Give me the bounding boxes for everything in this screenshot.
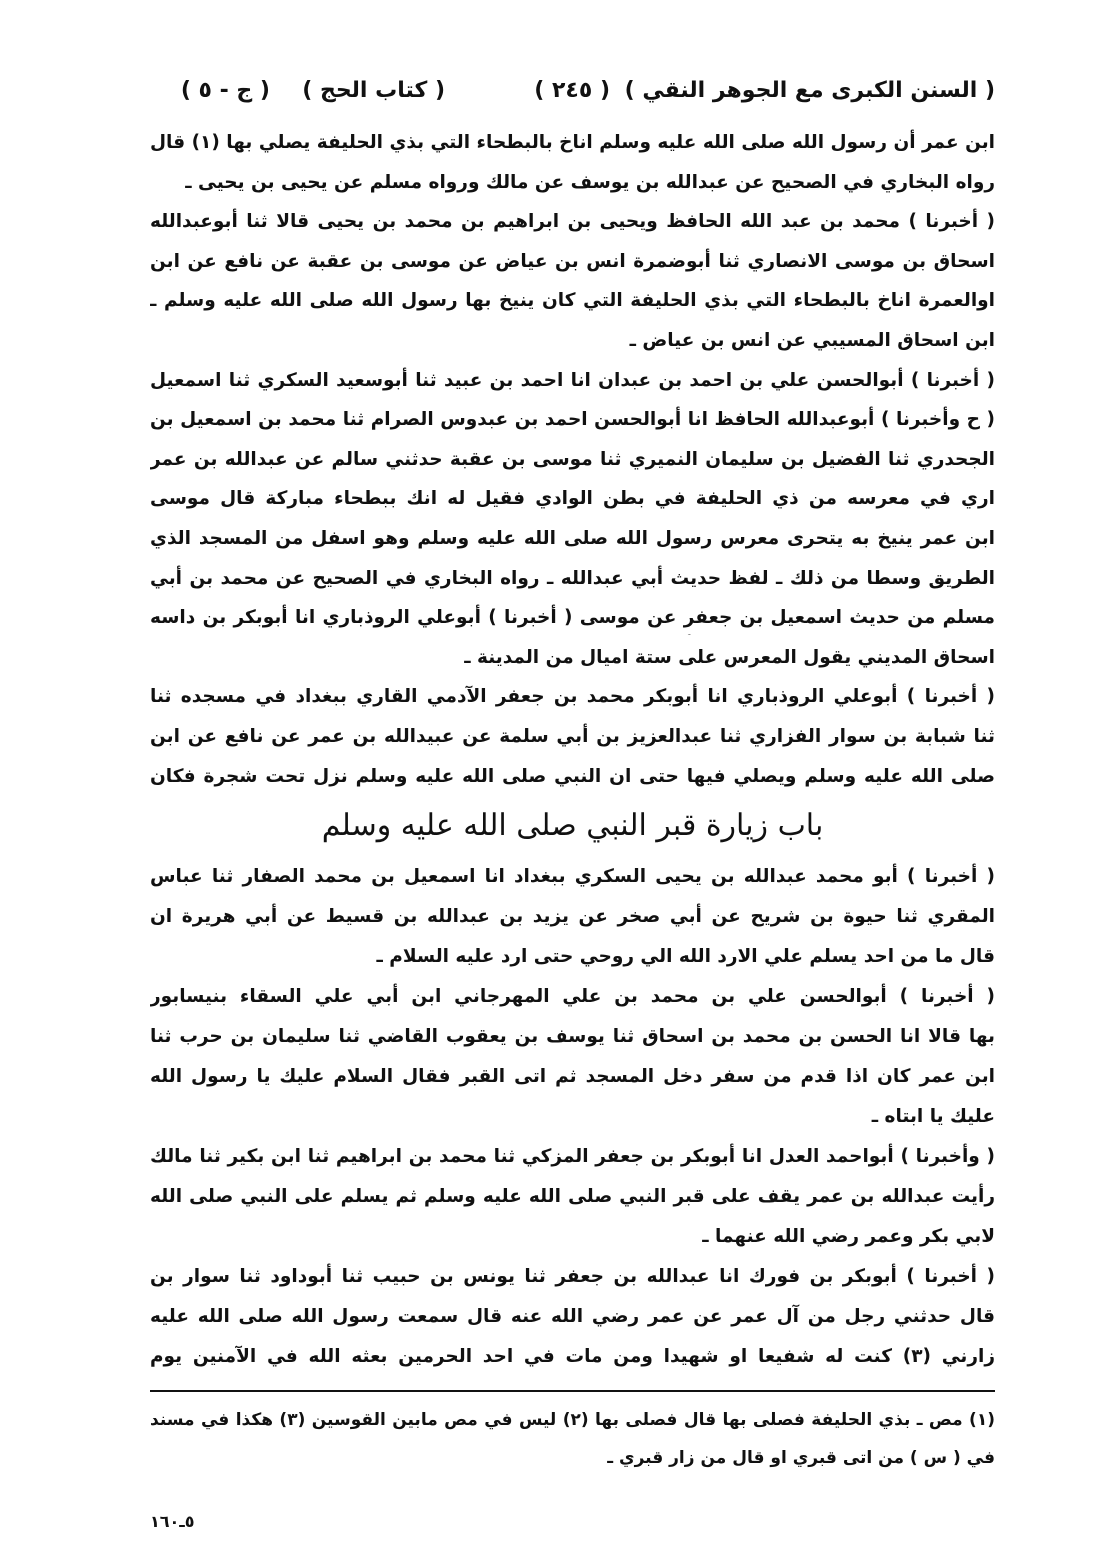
- volume-number: ( ج - ٥ ): [180, 78, 270, 103]
- text-line: ( أخبرنا ) أبوعلي الروذباري انا أبوبكر محمد بن جعفر الآدمي القاري ببغداد في مسجده ثنا: [150, 686, 995, 708]
- footnote-divider: [150, 1390, 995, 1392]
- book-title: ( السنن الكبرى مع الجوهر النقي ): [624, 78, 995, 103]
- text-line: ابن اسحاق المسيبي عن انس بن عياض ـ: [629, 330, 995, 351]
- text-line: ابن عمر ينيخ به يتحرى معرس رسول الله صلى الله عليه وسلم وهو اسفل من المسجد الذي: [150, 528, 995, 549]
- text-line: الجحدري ثنا الفضيل بن سليمان النميري ثنا موسى بن عقبة حدثني سالم عن عبدالله بن عمر: [150, 448, 995, 470]
- text-line: ثنا شبابة بن سوار الفزاري ثنا عبدالعزيز بن أبي سلمة عن عبيدالله بن عمر عن نافع عن ابن: [150, 726, 995, 747]
- text-line: بها قالا انا الحسن بن محمد بن اسحاق ثنا يوسف بن يعقوب القاضي ثنا سليمان بن حرب ثنا: [150, 1026, 995, 1047]
- text-line: ( أخبرنا ) أبو محمد عبدالله بن يحيى السكري ببغداد انا اسمعيل بن محمد الصفار ثنا عباس: [150, 866, 995, 887]
- chapter-title: ( كتاب الحج ): [302, 78, 445, 103]
- text-line: ( أخبرنا ) أبوالحسن علي بن احمد بن عبدان انا احمد بن عبيد ثنا أبوسعيد السكري ثنا اسمعيل: [150, 369, 995, 391]
- text-line: قال ما من احد يسلم علي الارد الله الي روحي حتى ارد عليه السلام ـ: [376, 946, 995, 967]
- footnote-line: في ( س ) من اتى قبري او قال من زار قبري ـ: [607, 1448, 995, 1468]
- text-line: اوالعمرة اناخ بالبطحاء التي بذي الحليفة التي كان ينيخ بها رسول الله صلى الله عليه وسلم ـ: [150, 290, 995, 312]
- text-line: المقري ثنا حيوة بن شريح عن أبي صخر عن يزيد بن عبدالله بن قسيط عن أبي هريرة ان: [150, 906, 995, 927]
- text-line: رأيت عبدالله بن عمر يقف على قبر النبي صلى الله عليه وسلم ثم يسلم على النبي صلى الله: [150, 1186, 995, 1207]
- text-line: مسلم من حديث اسمعيل بن جعفر عن موسى ( أخبرنا ) أبوعلي الروذباري انا أبوبكر بن داسه: [150, 607, 995, 629]
- text-line: اسحاق بن موسى الانصاري ثنا أبوضمرة انس بن عياض عن موسى بن عقبة عن نافع عن ابن: [150, 250, 995, 272]
- text-line: ابن عمر كان اذا قدم من سفر دخل المسجد ثم اتى القبر فقال السلام عليك يا رسول الله: [150, 1066, 995, 1087]
- text-line: ( ح وأخبرنا ) أبوعبدالله الحافظ انا أبوالحسن احمد بن عبدوس الصرام ثنا محمد بن اسمعيل بن: [150, 409, 995, 431]
- running-header: [150, 78, 995, 114]
- text-line: الطريق وسطا من ذلك ـ لفظ حديث أبي عبدالله ـ رواه البخاري في الصحيح عن محمد بن أبي: [150, 567, 995, 589]
- page-number: ( ٢٤٥ ): [534, 78, 610, 103]
- text-line: اسحاق المديني يقول المعرس على ستة اميال من المدينة ـ: [464, 646, 995, 668]
- footnote-line: (١) مص ـ بذي الحليفة فصلى بها قال فصلى بها (٢) ليس في مص مابين القوسين (٣) هكذا في مسند: [150, 1410, 995, 1430]
- text-line: اري في معرسه من ذي الحليفة في بطن الوادي فقيل له انك ببطحاء مباركة قال موسى: [150, 488, 995, 510]
- text-line: ( أخبرنا ) أبوالحسن علي بن محمد بن علي المهرجاني ابن أبي علي السقاء بنيسابور: [150, 986, 995, 1007]
- section-heading: باب زيارة قبر النبي صلى الله عليه وسلم: [321, 808, 824, 843]
- text-line: لابي بكر وعمر رضي الله عنهما ـ: [702, 1226, 995, 1247]
- text-line: ( أخبرنا ) أبوبكر بن فورك انا عبدالله بن جعفر ثنا يونس بن حبيب ثنا أبوداود ثنا سوار بن: [150, 1266, 995, 1287]
- text-line: قال حدثني رجل من آل عمر عن عمر رضي الله عنه قال سمعت رسول الله صلى الله عليه: [150, 1306, 995, 1327]
- text-line: صلى الله عليه وسلم ويصلي فيها حتى ان النبي صلى الله عليه وسلم نزل تحت شجرة فكان: [150, 765, 995, 787]
- text-line: رواه البخاري في الصحيح عن عبدالله بن يوسف عن مالك ورواه مسلم عن يحيى بن يحيى ـ: [185, 171, 995, 193]
- text-line: عليك يا ابتاه ـ: [871, 1106, 995, 1127]
- text-line: ( وأخبرنا ) أبواحمد العدل انا أبوبكر بن جعفر المزكي ثنا محمد بن ابراهيم ثنا ابن بكير ثنا مالك: [150, 1146, 995, 1167]
- text-line: ابن عمر أن رسول الله صلى الله عليه وسلم اناخ بالبطحاء التي بذي الحليفة يصلي بها (١) قال: [150, 132, 995, 153]
- text-line: ( أخبرنا ) محمد بن عبد الله الحافظ ويحيى بن ابراهيم بن محمد بن يحيى قالا ثنا أبوعبدالله: [150, 211, 995, 233]
- signature-mark: ٥ـ١٦٠: [150, 1512, 195, 1531]
- text-line: زارني (٣) كنت له شفيعا او شهيدا ومن مات في احد الحرمين بعثه الله في الآمنين يوم: [150, 1346, 995, 1367]
